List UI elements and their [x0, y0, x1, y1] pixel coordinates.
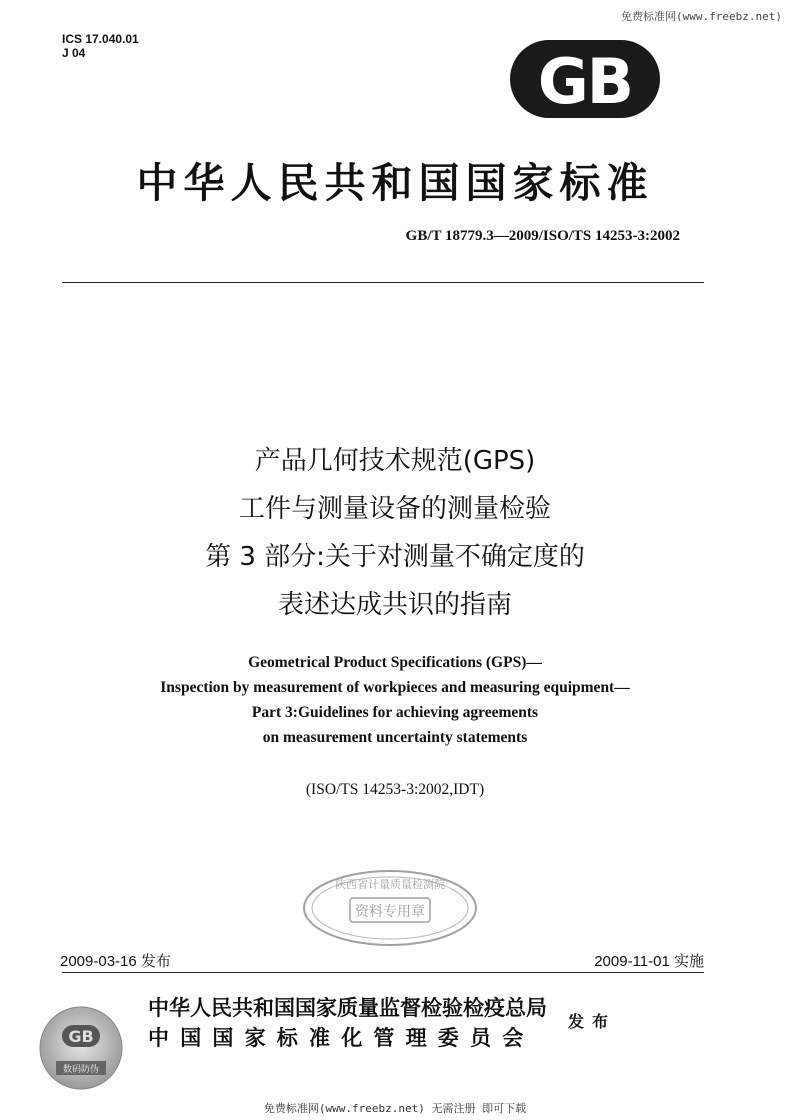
anti-counterfeit-seal	[38, 1005, 124, 1091]
english-title	[0, 650, 790, 750]
classification-codes	[62, 32, 139, 60]
seal-logo-text: GB	[68, 1027, 94, 1046]
cn-title-line-1: 产品几何技术规范(GPS)	[254, 446, 536, 476]
publish-label: 发布	[568, 1012, 617, 1031]
cn-title-line-2: 工件与测量设备的测量检验	[238, 494, 551, 524]
watermark-top: 免费标准网(www.freebz.net)	[621, 10, 782, 23]
issue-date: 2009-03-16 发布	[60, 953, 171, 970]
ccs-code: J 04	[62, 46, 86, 60]
header-divider	[62, 282, 704, 283]
document-stamp	[300, 868, 480, 948]
authority-line-2: 中国国家标准化管理委员会	[148, 1025, 535, 1050]
en-title-line-3: Part 3:Guidelines for achieving agreements	[251, 704, 539, 721]
cn-title-line-3: 第 3 部分:关于对测量不确定度的	[205, 542, 585, 572]
ics-code: ICS 17.040.01	[62, 32, 139, 46]
authority-line-1: 中华人民共和国国家质量监督检验检疫总局	[148, 995, 547, 1020]
gb-logo-text: GB	[537, 45, 633, 118]
chinese-title	[0, 437, 790, 629]
adoption-note: (ISO/TS 14253-3:2002,IDT)	[305, 781, 485, 798]
footer-divider	[62, 972, 704, 973]
en-title-line-4: on measurement uncertainty statements	[262, 729, 528, 746]
gb-logo	[510, 40, 660, 118]
seal-caption: 数码防伪	[62, 1065, 100, 1075]
watermark-bottom: 免费标准网(www.freebz.net) 无需注册 即可下载	[263, 1102, 527, 1115]
issuing-authorities	[148, 993, 547, 1053]
en-title-line-2: Inspection by measurement of workpieces and measuring equipment—	[160, 679, 630, 696]
en-title-line-1: Geometrical Product Specifications (GPS)—	[248, 654, 542, 671]
standard-category-title: 中华人民共和国国家标准	[136, 159, 654, 207]
stamp-inner-text: 资料专用章	[355, 904, 425, 920]
cn-title-line-4: 表述达成共识的指南	[277, 590, 512, 620]
stamp-outer-text: 陕西省计量质量检测院	[335, 878, 445, 891]
standard-number: GB/T 18779.3—2009/ISO/TS 14253-3:2002	[405, 228, 680, 244]
implementation-date: 2009-11-01 实施	[594, 953, 704, 970]
